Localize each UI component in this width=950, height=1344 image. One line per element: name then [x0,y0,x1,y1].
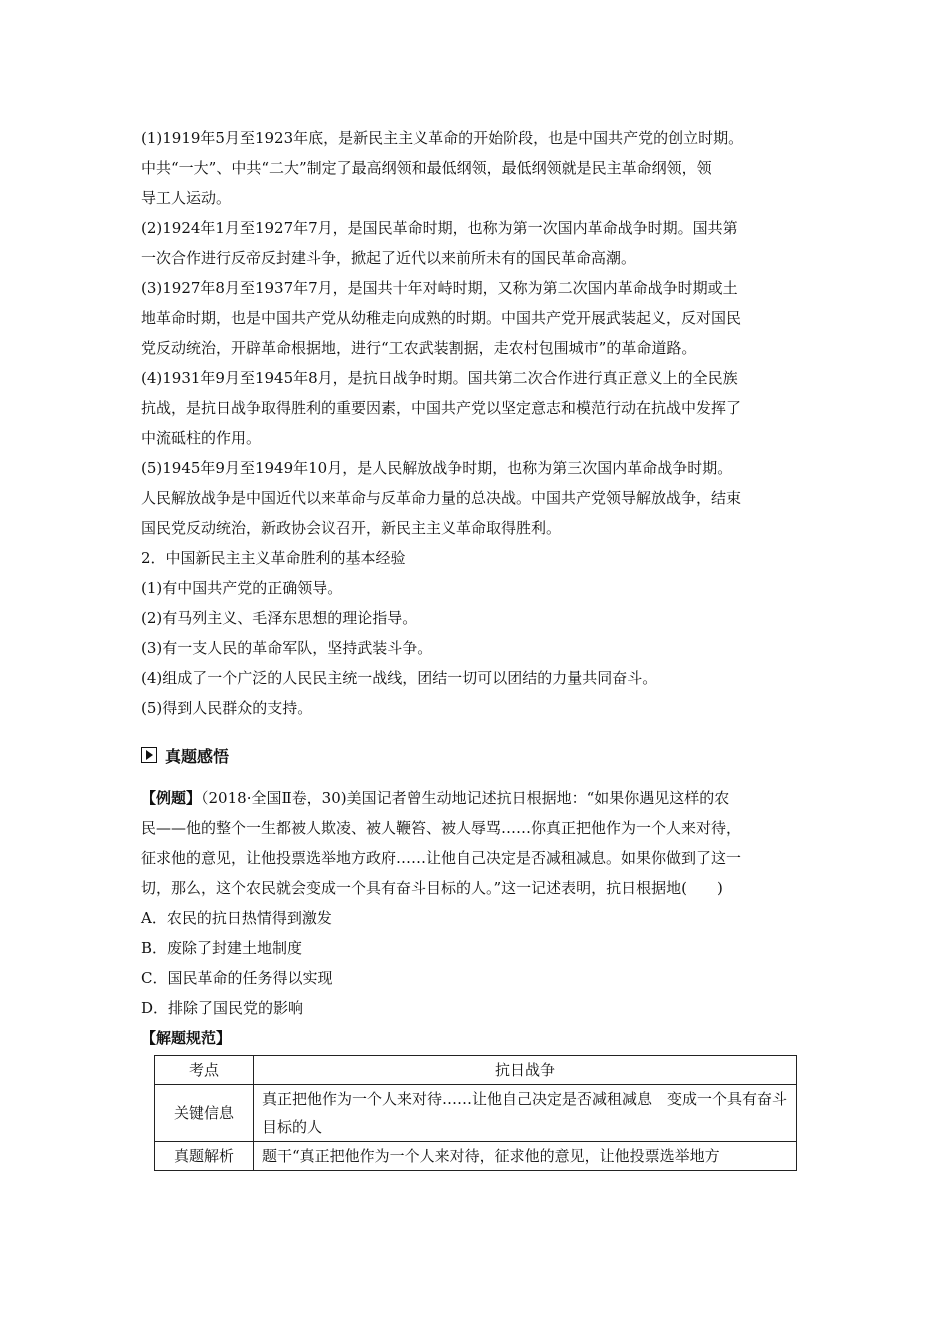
question-text: （2018·全国Ⅱ卷，30)美国记者曾生动地记述抗日根据地：“如果你遇见这样的农 [201,789,730,807]
example-question [141,783,813,1053]
option-c: C．国民革命的任务得以实现 [141,969,333,987]
table-row [155,1056,797,1085]
page-content [141,123,813,1171]
text-line: 一次合作进行反帝反封建斗争，掀起了近代以来前所未有的国民革命高潮。 [141,249,637,267]
text-line: (4)组成了一个广泛的人民民主统一战线，团结一切可以团结的力量共同奋斗。 [141,669,658,687]
table-key-cell: 真题解析 [155,1142,254,1171]
table-key-cell: 考点 [155,1056,254,1085]
text-line: 中共“一大”、中共“二大”制定了最高纲领和最低纲领，最低纲领就是民主革命纲领，领 [141,159,712,177]
section-title: 真题感悟 [165,746,230,766]
text-line: (5)1945年9月至1949年10月，是人民解放战争时期，也称为第三次国内革命战争时期。 [141,459,733,477]
text-line: (1)有中国共产党的正确领导。 [141,579,343,597]
table-row [155,1142,797,1171]
text-line: (5)得到人民群众的支持。 [141,699,313,717]
analysis-table [154,1055,797,1171]
table-key-cell: 关键信息 [155,1085,254,1142]
text-line: (2)1924年1月至1927年7月，是国民革命时期，也称为第一次国内革命战争时期。国共第 [141,219,738,237]
option-b: B．废除了封建土地制度 [141,939,303,957]
text-line: (2)有马列主义、毛泽东思想的理论指导。 [141,609,418,627]
text-line: (4)1931年9月至1945年8月，是抗日战争时期。国共第二次合作进行真正意义上的全民族 [141,369,738,387]
heading-line: 2．中国新民主主义革命胜利的基本经验 [141,549,406,567]
option-d: D．排除了国民党的影响 [141,999,304,1017]
text-line: 中流砥柱的作用。 [141,429,262,447]
text-line: 国民党反动统治，新政协会议召开，新民主主义革命取得胜利。 [141,519,562,537]
paragraph-block [141,123,813,723]
option-a: A．农民的抗日热情得到激发 [141,909,332,927]
table-value-cell: 题干“真正把他作为一个人来对待，征求他的意见，让他投票选举地方 [254,1142,797,1171]
table-value-cell: 抗日战争 [254,1056,797,1085]
text-line: 党反动统治，开辟革命根据地，进行“工农武装割据，走农村包围城市”的革命道路。 [141,339,697,357]
table-row [155,1085,797,1142]
table-value-cell: 真正把他作为一个人来对待……让他自己决定是否减租减息 变成一个具有奋斗目标的人 [254,1085,797,1142]
play-triangle-icon [141,747,157,763]
text-line: (1)1919年5月至1923年底，是新民主主义革命的开始阶段，也是中国共产党的创立时期。 [141,129,744,147]
analysis-label: 【解题规范】 [141,1029,232,1047]
question-line [141,783,813,813]
text-line: (3)有一支人民的革命军队，坚持武装斗争。 [141,639,433,657]
text-line: 人民解放战争是中国近代以来革命与反革命力量的总决战。中国共产党领导解放战争，结束 [141,489,742,507]
text-line: 抗战，是抗日战争取得胜利的重要因素，中国共产党以坚定意志和模范行动在抗战中发挥了 [141,399,742,417]
question-line: 征求他的意见，让他投票选举地方政府……让他自己决定是否减租减息。如果你做到了这一 [141,849,742,867]
section-header [141,737,813,773]
text-line: 地革命时期，也是中国共产党从幼稚走向成熟的时期。中国共产党开展武装起义，反对国民 [141,309,742,327]
text-line: 导工人运动。 [141,189,232,207]
example-label: 【例题】 [141,789,202,807]
question-line: 切，那么，这个农民就会变成一个具有奋斗目标的人。”这一记述表明，抗日根据地( ) [141,879,723,897]
text-line: (3)1927年8月至1937年7月，是国共十年对峙时期，又称为第二次国内革命战争时期或土 [141,279,738,297]
question-line: 民——他的整个一生都被人欺凌、被人鞭笞、被人辱骂……你真正把他作为一个人来对待， [141,819,742,837]
